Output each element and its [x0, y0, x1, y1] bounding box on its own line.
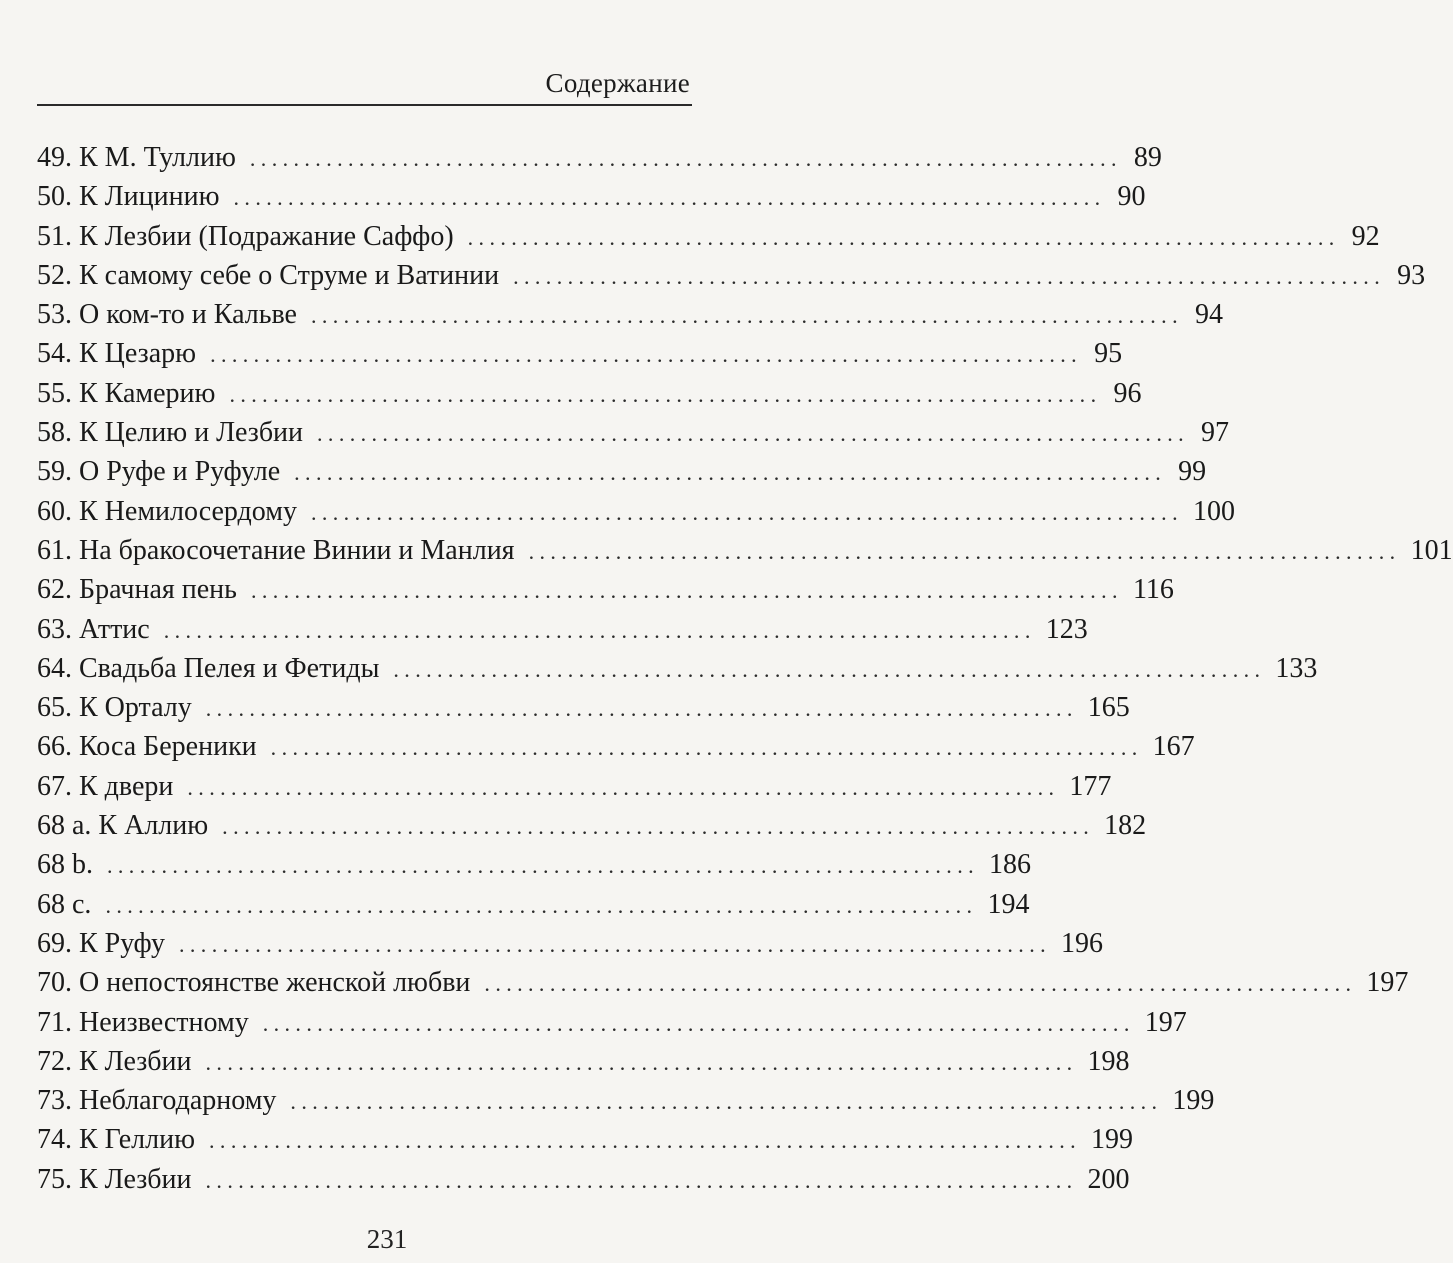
toc-entry[interactable]: [37, 888, 1030, 928]
toc-entry-page: 194: [987, 888, 1030, 920]
toc-entry[interactable]: [37, 1124, 1134, 1163]
toc-entry-title: 68 b.: [37, 849, 93, 881]
toc-leader-dots: ................................................................................: [294, 460, 1167, 486]
toc-leader-dots: ................................................................................: [250, 578, 1123, 604]
toc-entry-page: 199: [1091, 1124, 1134, 1156]
toc-entry-title: 70. О непостоянстве женской любви: [37, 967, 471, 999]
toc-entry-page: 96: [1113, 377, 1142, 409]
toc-entry[interactable]: [37, 495, 1235, 535]
toc-entry[interactable]: [37, 574, 1174, 613]
toc-entry-title: 63. Аттис: [37, 613, 150, 645]
toc-entry[interactable]: [37, 967, 1409, 1006]
toc-entry-title: 54. К Цезарю: [37, 338, 197, 370]
toc-entry[interactable]: [37, 534, 1453, 574]
toc-entry-title: 67. К двери: [37, 770, 174, 802]
toc-entry-title: 65. К Орталу: [37, 692, 192, 724]
toc-leader-dots: ................................................................................: [467, 224, 1340, 250]
toc-entry-title: 74. К Геллию: [37, 1124, 196, 1156]
toc-entry[interactable]: [37, 849, 1031, 888]
toc-entry-page: 123: [1045, 613, 1088, 645]
toc-entry[interactable]: [37, 1045, 1130, 1085]
toc-entry-title: 75. К Лезбии: [37, 1163, 192, 1195]
toc-entry-title: 73. Неблагодарному: [37, 1085, 277, 1117]
toc-entry[interactable]: [37, 181, 1146, 220]
toc-leader-dots: ................................................................................: [179, 931, 1051, 957]
toc-entry-title: 72. К Лезбии: [37, 1045, 192, 1077]
toc-entry[interactable]: [37, 692, 1130, 731]
toc-entry-title: 60. К Немилосердому: [37, 495, 297, 527]
toc-leader-dots: ................................................................................: [393, 656, 1266, 682]
toc-entry-page: 97: [1201, 417, 1230, 449]
toc-entry-page: 100: [1192, 495, 1235, 527]
toc-entry-page: 177: [1069, 770, 1112, 802]
toc-entry-title: 52. К самому себе о Струме и Ватинии: [37, 259, 500, 291]
toc-leader-dots: ................................................................................: [205, 1167, 1078, 1193]
running-header-title: Содержание: [545, 68, 690, 98]
toc-leader-dots: ................................................................................: [233, 185, 1106, 211]
toc-entry[interactable]: [37, 299, 1223, 338]
toc-leader-dots: ................................................................................: [310, 303, 1183, 329]
toc-leader-dots: ................................................................................: [528, 538, 1401, 564]
toc-entry-title: 69. К Руфу: [37, 927, 165, 959]
toc-leader-dots: ................................................................................: [513, 263, 1386, 289]
toc-entry[interactable]: [37, 220, 1380, 260]
toc-entry-page: 197: [1366, 967, 1409, 999]
toc-entry-title: 61. На бракосочетание Винии и Манлия: [37, 534, 515, 566]
toc-leader-dots: ................................................................................: [229, 381, 1102, 407]
toc-entry[interactable]: [37, 456, 1207, 495]
toc-entry[interactable]: [37, 338, 1123, 377]
toc-entry-page: 200: [1087, 1163, 1130, 1195]
toc-entry-title: 66. Коса Береники: [37, 731, 257, 763]
toc-entry[interactable]: [37, 613, 1088, 653]
toc-entry-page: 198: [1087, 1045, 1130, 1077]
toc-entry-page: 199: [1172, 1085, 1215, 1117]
toc-entry-page: 93: [1397, 259, 1426, 291]
toc-entry[interactable]: [37, 142, 1162, 181]
toc-entry[interactable]: [37, 731, 1195, 770]
toc-entry-title: 59. О Руфе и Руфуле: [37, 456, 281, 488]
toc-entry-title: 64. Свадьба Пелея и Фетиды: [37, 652, 380, 684]
toc-leader-dots: ................................................................................: [270, 735, 1143, 761]
toc-entry[interactable]: [37, 259, 1426, 299]
toc-leader-dots: ................................................................................: [317, 421, 1190, 447]
toc-entry-title: 55. К Камерию: [37, 377, 216, 409]
toc-entry-page: 196: [1061, 927, 1103, 959]
toc-leader-dots: ................................................................................: [105, 892, 978, 918]
toc-leader-dots: ................................................................................: [205, 1049, 1078, 1075]
toc-entry[interactable]: [37, 810, 1147, 849]
toc-entry-page: 99: [1178, 456, 1207, 488]
toc-entry-page: 186: [989, 849, 1031, 881]
toc-leader-dots: ................................................................................: [222, 814, 1095, 840]
toc-entry-page: 94: [1194, 299, 1223, 331]
toc-leader-dots: ................................................................................: [187, 774, 1060, 800]
toc-entry-title: 68 a. К Аллию: [37, 810, 209, 842]
toc-entry-title: 49. К М. Туллию: [37, 142, 236, 173]
toc-leader-dots: ................................................................................: [205, 696, 1078, 722]
page-number: 231: [366, 1224, 408, 1254]
toc-entry-page: 197: [1144, 1006, 1187, 1038]
toc-leader-dots: ................................................................................: [262, 1010, 1135, 1036]
toc-entry-title: 68 c.: [37, 888, 92, 920]
toc-leader-dots: ................................................................................: [310, 499, 1183, 525]
table-of-contents: [37, 142, 1453, 1203]
toc-entry-page: 92: [1351, 220, 1380, 252]
toc-entry[interactable]: [37, 1085, 1215, 1124]
toc-leader-dots: ................................................................................: [209, 1128, 1082, 1154]
toc-entry[interactable]: [37, 927, 1103, 967]
toc-entry[interactable]: [37, 417, 1230, 456]
toc-leader-dots: ................................................................................: [484, 971, 1357, 997]
toc-entry-page: 101: [1410, 534, 1453, 566]
toc-entry-page: 165: [1087, 692, 1130, 724]
toc-entry-page: 95: [1094, 338, 1123, 370]
toc-entry-page: 133: [1275, 652, 1318, 684]
toc-entry[interactable]: [37, 652, 1318, 692]
toc-leader-dots: ................................................................................: [107, 853, 979, 879]
toc-entry[interactable]: [37, 1163, 1130, 1203]
toc-entry-title: 53. О ком-то и Кальве: [37, 299, 297, 331]
toc-leader-dots: ................................................................................: [249, 146, 1122, 171]
toc-entry[interactable]: [37, 377, 1142, 417]
toc-leader-dots: ................................................................................: [210, 342, 1083, 368]
toc-entry[interactable]: [37, 1006, 1187, 1046]
toc-entry-title: 62. Брачная пень: [37, 574, 237, 606]
toc-entry-page: 90: [1117, 181, 1146, 213]
toc-entry-title: 58. К Целию и Лезбии: [37, 417, 304, 449]
toc-entry-page: 182: [1104, 810, 1147, 842]
toc-entry-page: 116: [1132, 574, 1174, 606]
toc-entry-title: 50. К Лицинию: [37, 181, 220, 213]
toc-entry-page: 167: [1152, 731, 1195, 763]
toc-entry-title: 51. К Лезбии (Подражание Саффо): [37, 220, 454, 252]
toc-entry-page: 89: [1133, 142, 1162, 173]
toc-leader-dots: ................................................................................: [163, 617, 1036, 643]
toc-leader-dots: ................................................................................: [290, 1089, 1163, 1115]
header-rule: [37, 104, 692, 106]
toc-entry[interactable]: [37, 770, 1112, 810]
toc-entry-title: 71. Неизвестному: [37, 1006, 249, 1038]
